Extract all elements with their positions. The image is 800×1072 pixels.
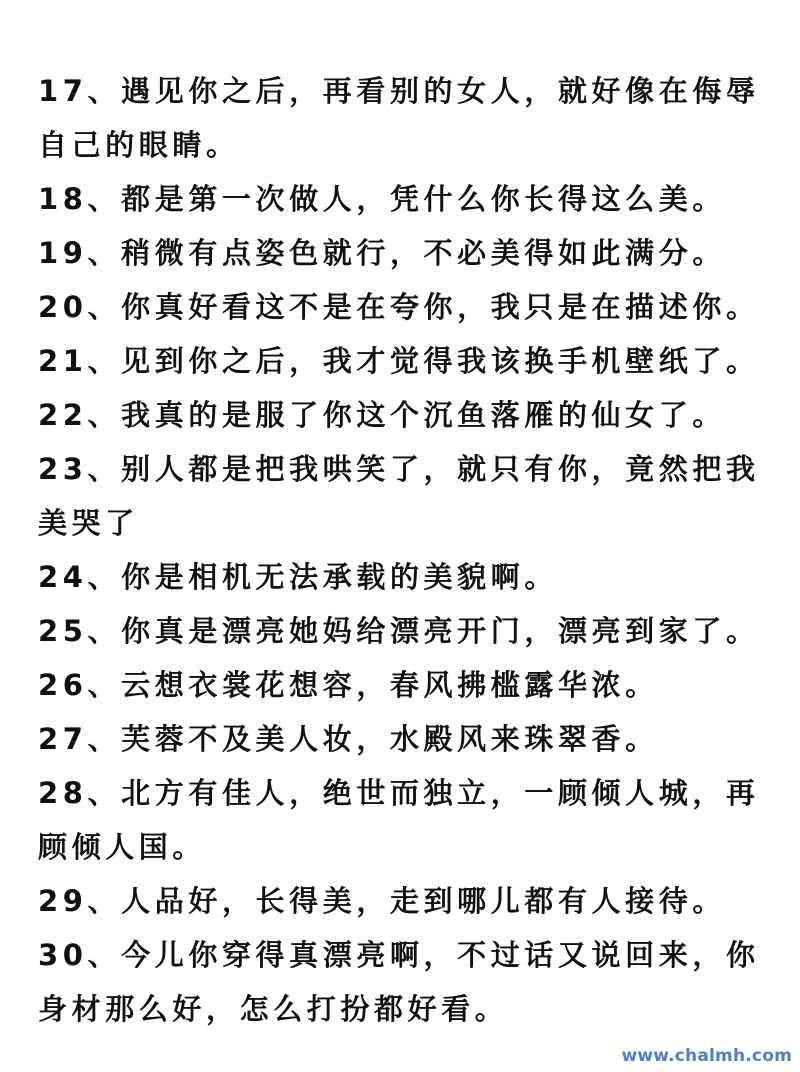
quote-24: 24、你是相机无法承载的美貌啊。: [38, 560, 558, 594]
quote-21: 21、见到你之后，我才觉得我该换手机壁纸了。: [38, 344, 760, 378]
quote-30-line-1: 30、今儿你穿得真漂亮啊，不过话又说回来，你: [38, 938, 760, 972]
quote-23-line-1: 23、别人都是把我哄笑了，就只有你，竟然把我: [38, 452, 760, 486]
quote-30-line-2: 身材那么好，怎么打扮都好看。: [38, 992, 509, 1026]
quote-27: 27、芙蓉不及美人妆，水殿风来珠翠香。: [38, 722, 659, 756]
quote-22: 22、我真的是服了你这个沉鱼落雁的仙女了。: [38, 398, 726, 432]
quote-29: 29、人品好，长得美，走到哪儿都有人接待。: [38, 884, 726, 918]
quote-25: 25、你真是漂亮她妈给漂亮开门，漂亮到家了。: [38, 614, 760, 648]
quote-17-line-2: 自己的眼睛。: [38, 128, 240, 162]
quote-28-line-1: 28、北方有佳人，绝世而独立，一顾倾人城，再: [38, 776, 760, 810]
quote-23-line-2: 美哭了: [38, 506, 139, 540]
quote-19: 19、稍微有点姿色就行，不必美得如此满分。: [38, 236, 726, 270]
quote-list: [38, 64, 768, 1036]
quote-28-line-2: 顾倾人国。: [38, 830, 207, 864]
quote-17-line-1: 17、遇见你之后，再看别的女人，就好像在侮辱: [38, 74, 760, 108]
quote-20: 20、你真好看这不是在夸你，我只是在描述你。: [38, 290, 760, 324]
site-watermark: www.chalmh.com: [621, 1046, 792, 1066]
quote-18: 18、都是第一次做人，凭什么你长得这么美。: [38, 182, 726, 216]
quote-26: 26、云想衣裳花想容，春风拂槛露华浓。: [38, 668, 659, 702]
